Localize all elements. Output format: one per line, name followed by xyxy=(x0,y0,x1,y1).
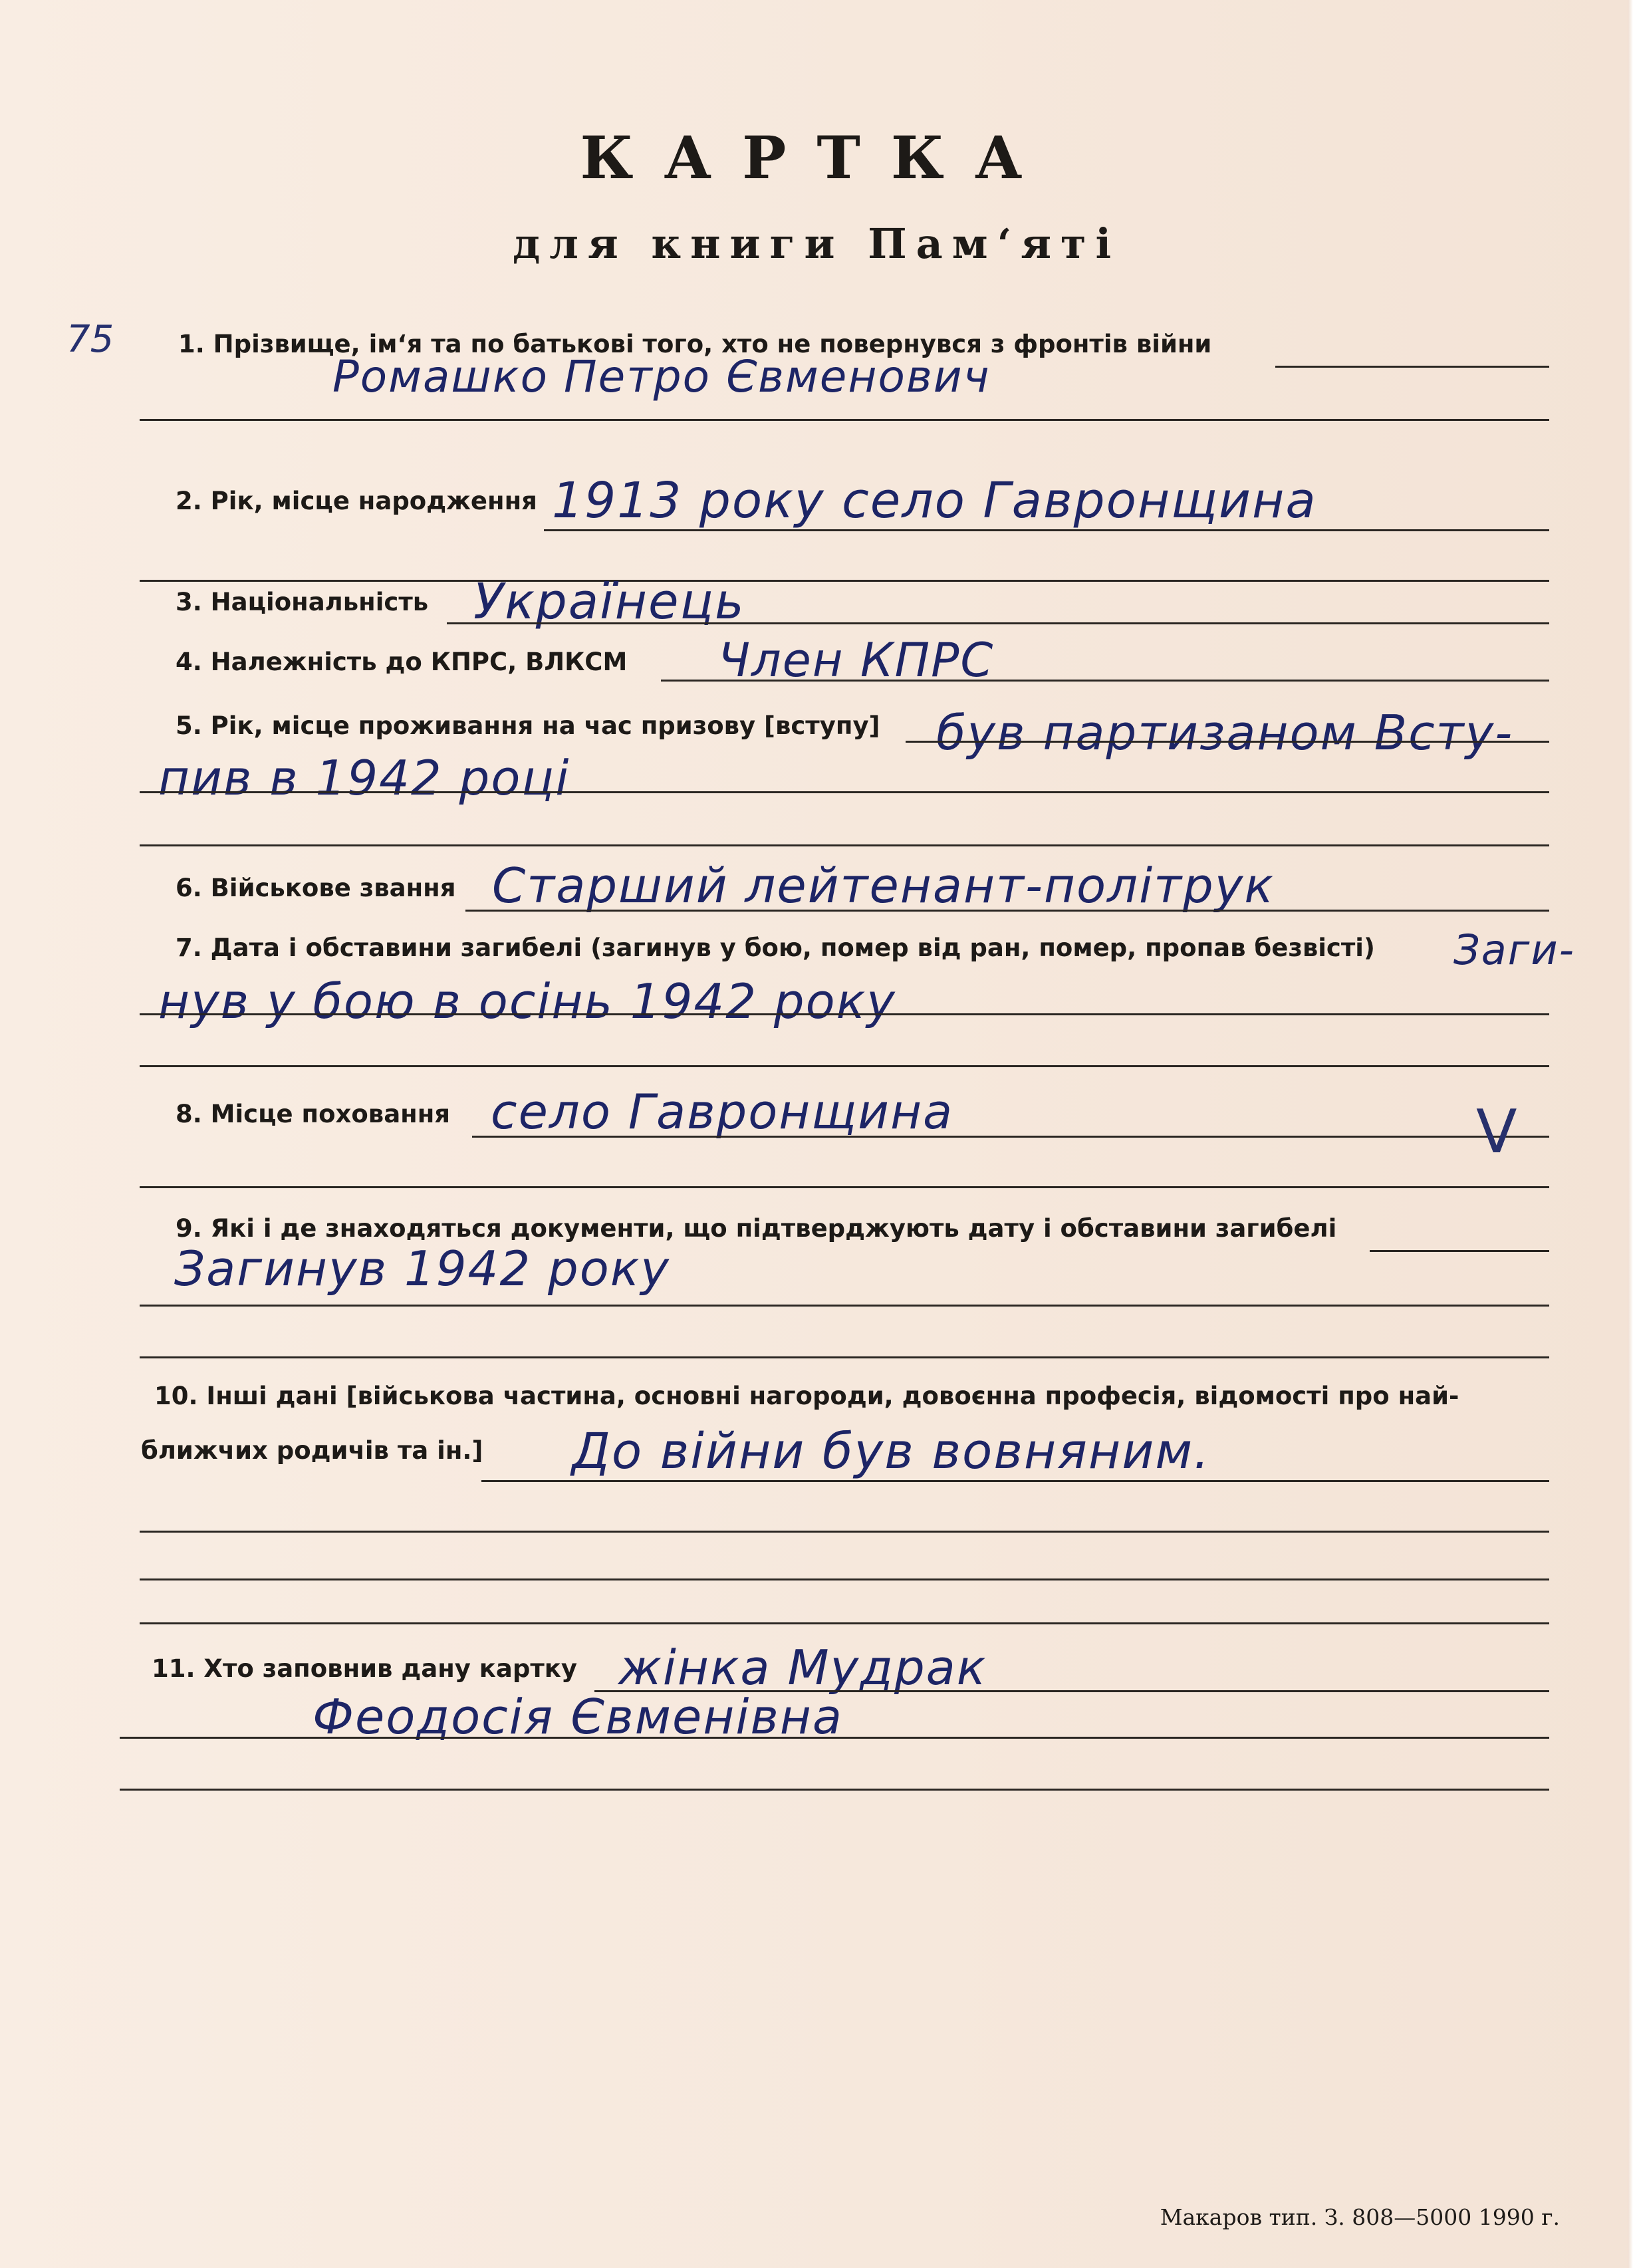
field-10-rule-a xyxy=(481,1480,1549,1482)
field-9-rule-a xyxy=(1370,1250,1549,1252)
margin-number: 75 xyxy=(66,318,114,361)
field-11-rule-c xyxy=(120,1789,1549,1791)
field-7-rule-a xyxy=(140,1013,1549,1015)
field-4-rule xyxy=(661,680,1549,682)
field-6-rule xyxy=(465,910,1549,912)
field-5-rule-b xyxy=(140,791,1549,793)
field-1-rule-b xyxy=(140,419,1549,421)
field-8-rule-a xyxy=(472,1136,1549,1138)
field-9-rule-c xyxy=(140,1356,1549,1358)
field-11-rule-b xyxy=(120,1737,1549,1739)
field-1-label: 1. Прізвище, ім‘я та по батькові того, хто не повернувся з фронтів війни xyxy=(178,330,1212,358)
field-2-label: 2. Рік, місце народження xyxy=(176,487,537,515)
check-mark: V xyxy=(1476,1097,1517,1167)
field-6-label: 6. Військове звання xyxy=(176,874,456,902)
field-9-label: 9. Які і де знаходяться документи, що підтверджують дату і обставини загибелі xyxy=(176,1214,1337,1243)
field-10-value: До війни був вовняним. xyxy=(572,1423,1211,1480)
field-11-label: 11. Хто заповнив дану картку xyxy=(152,1654,578,1683)
field-10-rule-d xyxy=(140,1622,1549,1624)
field-5-value-line2: пив в 1942 році xyxy=(158,750,570,806)
field-5-rule-c xyxy=(140,844,1549,846)
card-subtitle: для книги Пам‘яті xyxy=(512,219,1121,268)
paper-edge xyxy=(1628,0,1633,2268)
field-9-value: Загинув 1942 року xyxy=(174,1241,670,1297)
field-10-rule-b xyxy=(140,1531,1549,1533)
field-5-rule-a xyxy=(906,741,1549,743)
field-5-label: 5. Рік, місце проживання на час призову [вступу] xyxy=(176,711,880,740)
field-2-rule-a xyxy=(544,529,1549,531)
field-4-value: Член КПРС xyxy=(718,633,995,688)
field-6-value: Старший лейтенант-політрук xyxy=(492,858,1275,914)
field-1-rule-a xyxy=(1275,366,1549,368)
field-4-label: 4. Належність до КПРС, ВЛКСМ xyxy=(176,648,628,676)
field-3-value: Українець xyxy=(473,573,745,630)
field-5-value-line1: був партизаном Всту- xyxy=(936,705,1514,761)
card-title: КАРТКА xyxy=(580,123,1053,192)
field-10-label-line1: 10. Інші дані [військова частина, основні нагороди, довоєнна професія, відомості про най- xyxy=(154,1382,1459,1410)
field-10-rule-c xyxy=(140,1578,1549,1580)
field-11-value-line2: Феодосія Євменівна xyxy=(313,1689,843,1745)
field-7-rule-b xyxy=(140,1065,1549,1067)
field-3-rule xyxy=(447,622,1549,624)
field-8-rule-b xyxy=(140,1186,1549,1188)
print-footer: Макаров тип. З. 808—5000 1990 г. xyxy=(1160,2204,1560,2230)
field-1-value: Ромашко Петро Євменович xyxy=(332,351,991,402)
field-8-value: село Гавронщина xyxy=(491,1084,954,1140)
field-2-value: 1913 року село Гавронщина xyxy=(552,472,1317,529)
field-7-value-line2: нув у бою в осінь 1942 року xyxy=(158,973,896,1029)
field-8-label: 8. Місце поховання xyxy=(176,1100,451,1128)
field-7-label: 7. Дата і обставини загибелі (загинув у бою, помер від ран, помер, пропав безвісті) xyxy=(176,934,1375,962)
field-7-value-line1: Заги- xyxy=(1453,926,1575,974)
field-10-label-line2: ближчих родичів та ін.] xyxy=(141,1436,483,1465)
field-9-rule-b xyxy=(140,1305,1549,1307)
field-3-label: 3. Національність xyxy=(176,588,429,616)
field-2-rule-b xyxy=(140,580,1549,582)
field-11-value-line1: жінка Мудрак xyxy=(618,1640,987,1696)
